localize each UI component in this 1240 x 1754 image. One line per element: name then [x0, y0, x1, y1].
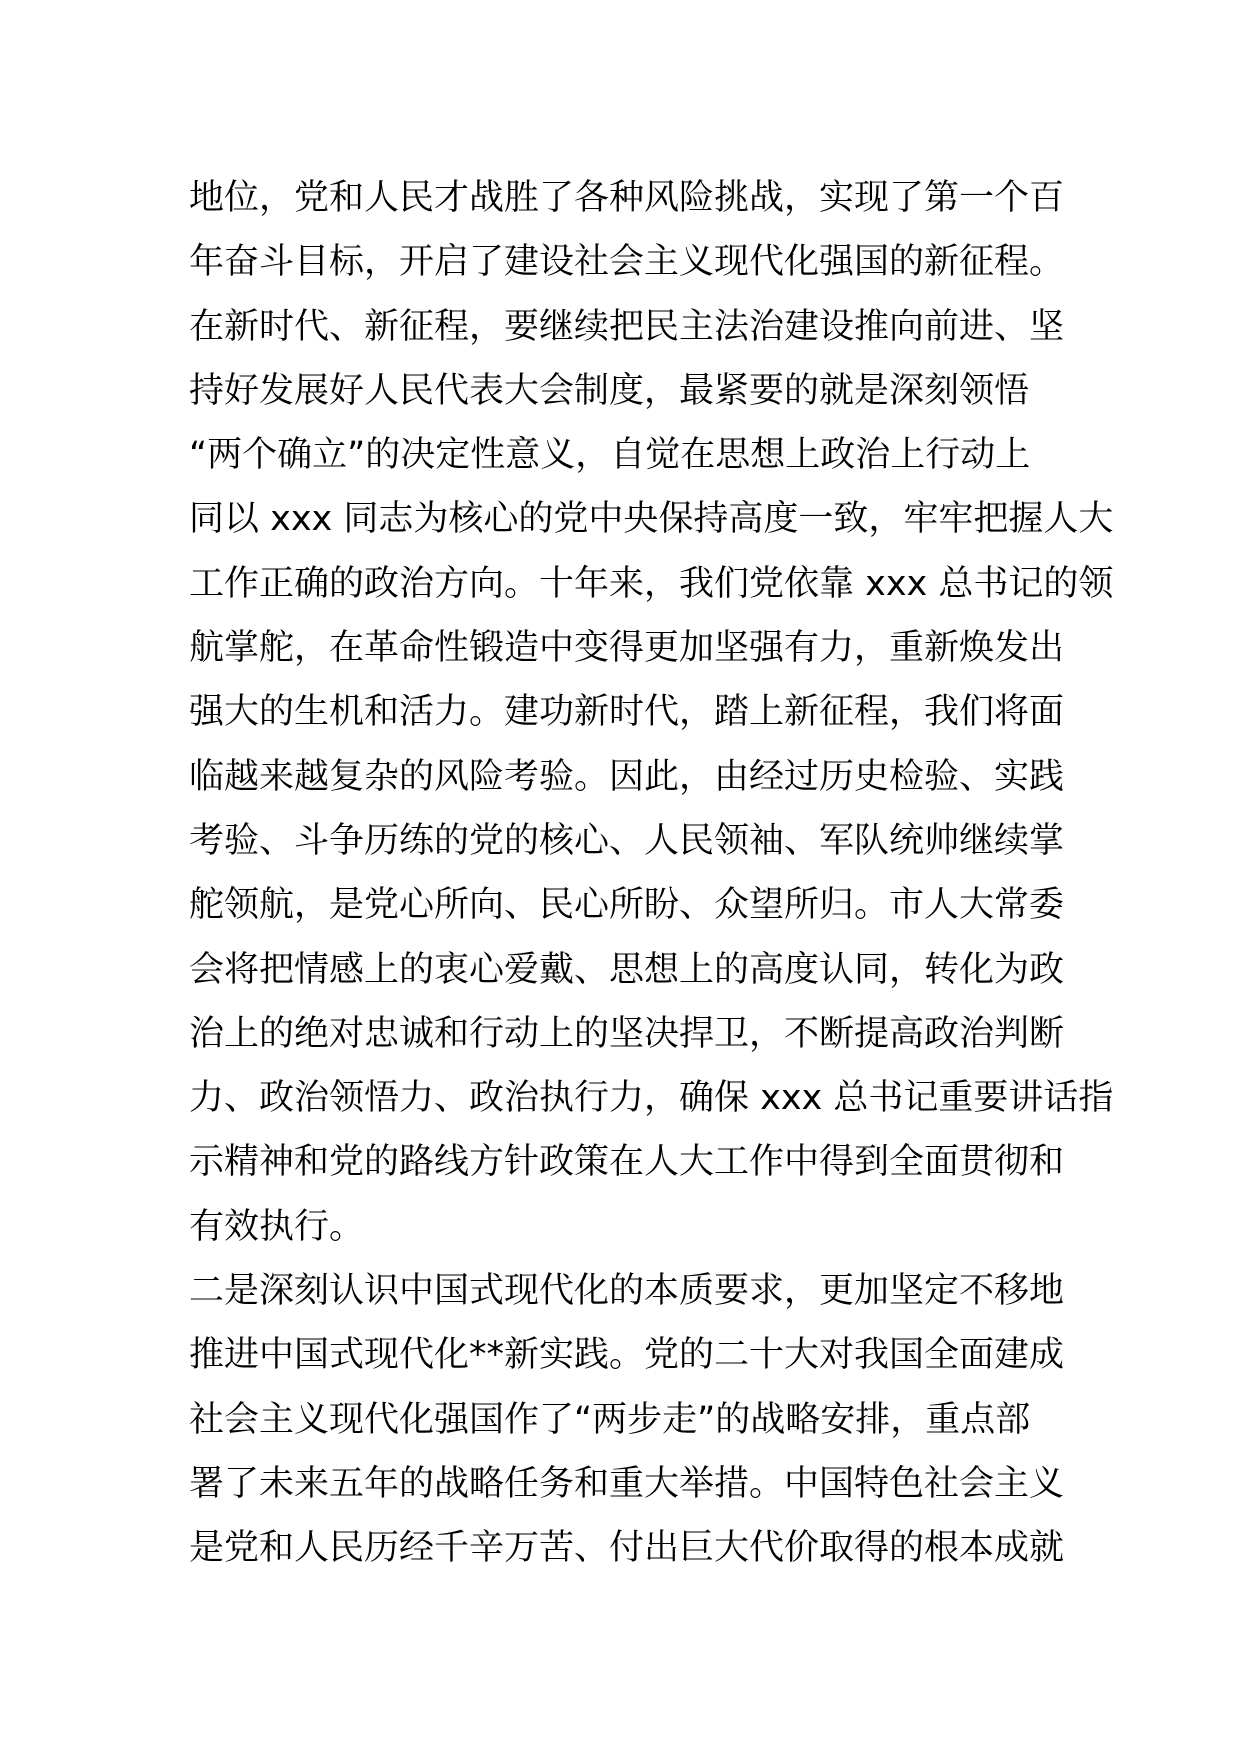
text-line: 二是深刻认识中国式现代化的本质要求，更加坚定不移地 [189, 1271, 1065, 1312]
text-line: 有效执行。 [189, 1206, 365, 1247]
text-line: 临越来越复杂的风险考验。因此，由经过历史检验、实践 [189, 756, 1065, 797]
text-line: 社会主义现代化强国作了“两步走”的战略安排，重点部 [189, 1399, 1031, 1440]
text-line: “两个确立”的决定性意义，自觉在思想上政治上行动上 [189, 435, 1031, 476]
text-line: 同以 xxx 同志为核心的党中央保持高度一致，牢牢把握人大 [189, 499, 1114, 540]
text-line: 年奋斗目标，开启了建设社会主义现代化强国的新征程。 [189, 242, 1065, 283]
text-line: 推进中国式现代化**新实践。党的二十大对我国全面建成 [189, 1335, 1065, 1376]
text-line: 会将把情感上的衷心爱戴、思想上的高度认同，转化为政 [189, 949, 1065, 990]
text-line: 舵领航，是党心所向、民心所盼、众望所归。市人大常委 [189, 885, 1065, 926]
document-body [189, 166, 1114, 1581]
text-line: 强大的生机和活力。建功新时代，踏上新征程，我们将面 [189, 692, 1065, 733]
text-line: 在新时代、新征程，要继续把民主法治建设推向前进、坚 [189, 306, 1065, 347]
text-line: 示精神和党的路线方针政策在人大工作中得到全面贯彻和 [189, 1142, 1065, 1183]
text-line: 署了未来五年的战略任务和重大举措。中国特色社会主义 [189, 1463, 1065, 1504]
text-line: 持好发展好人民代表大会制度，最紧要的就是深刻领悟 [189, 370, 1030, 411]
text-line: 工作正确的政治方向。十年来，我们党依靠 xxx 总书记的领 [189, 563, 1114, 604]
text-line: 地位，党和人民才战胜了各种风险挑战，实现了第一个百 [189, 178, 1065, 218]
text-line: 考验、斗争历练的党的核心、人民领袖、军队统帅继续掌 [189, 820, 1065, 861]
text-line: 是党和人民历经千辛万苦、付出巨大代价取得的根本成就 [189, 1528, 1065, 1569]
text-line: 航掌舵，在革命性锻造中变得更加坚强有力，重新焕发出 [189, 628, 1065, 669]
text-line: 力、政治领悟力、政治执行力，确保 xxx 总书记重要讲话指 [189, 1078, 1114, 1119]
text-line: 治上的绝对忠诚和行动上的坚决捍卫，不断提高政治判断 [189, 1013, 1065, 1054]
